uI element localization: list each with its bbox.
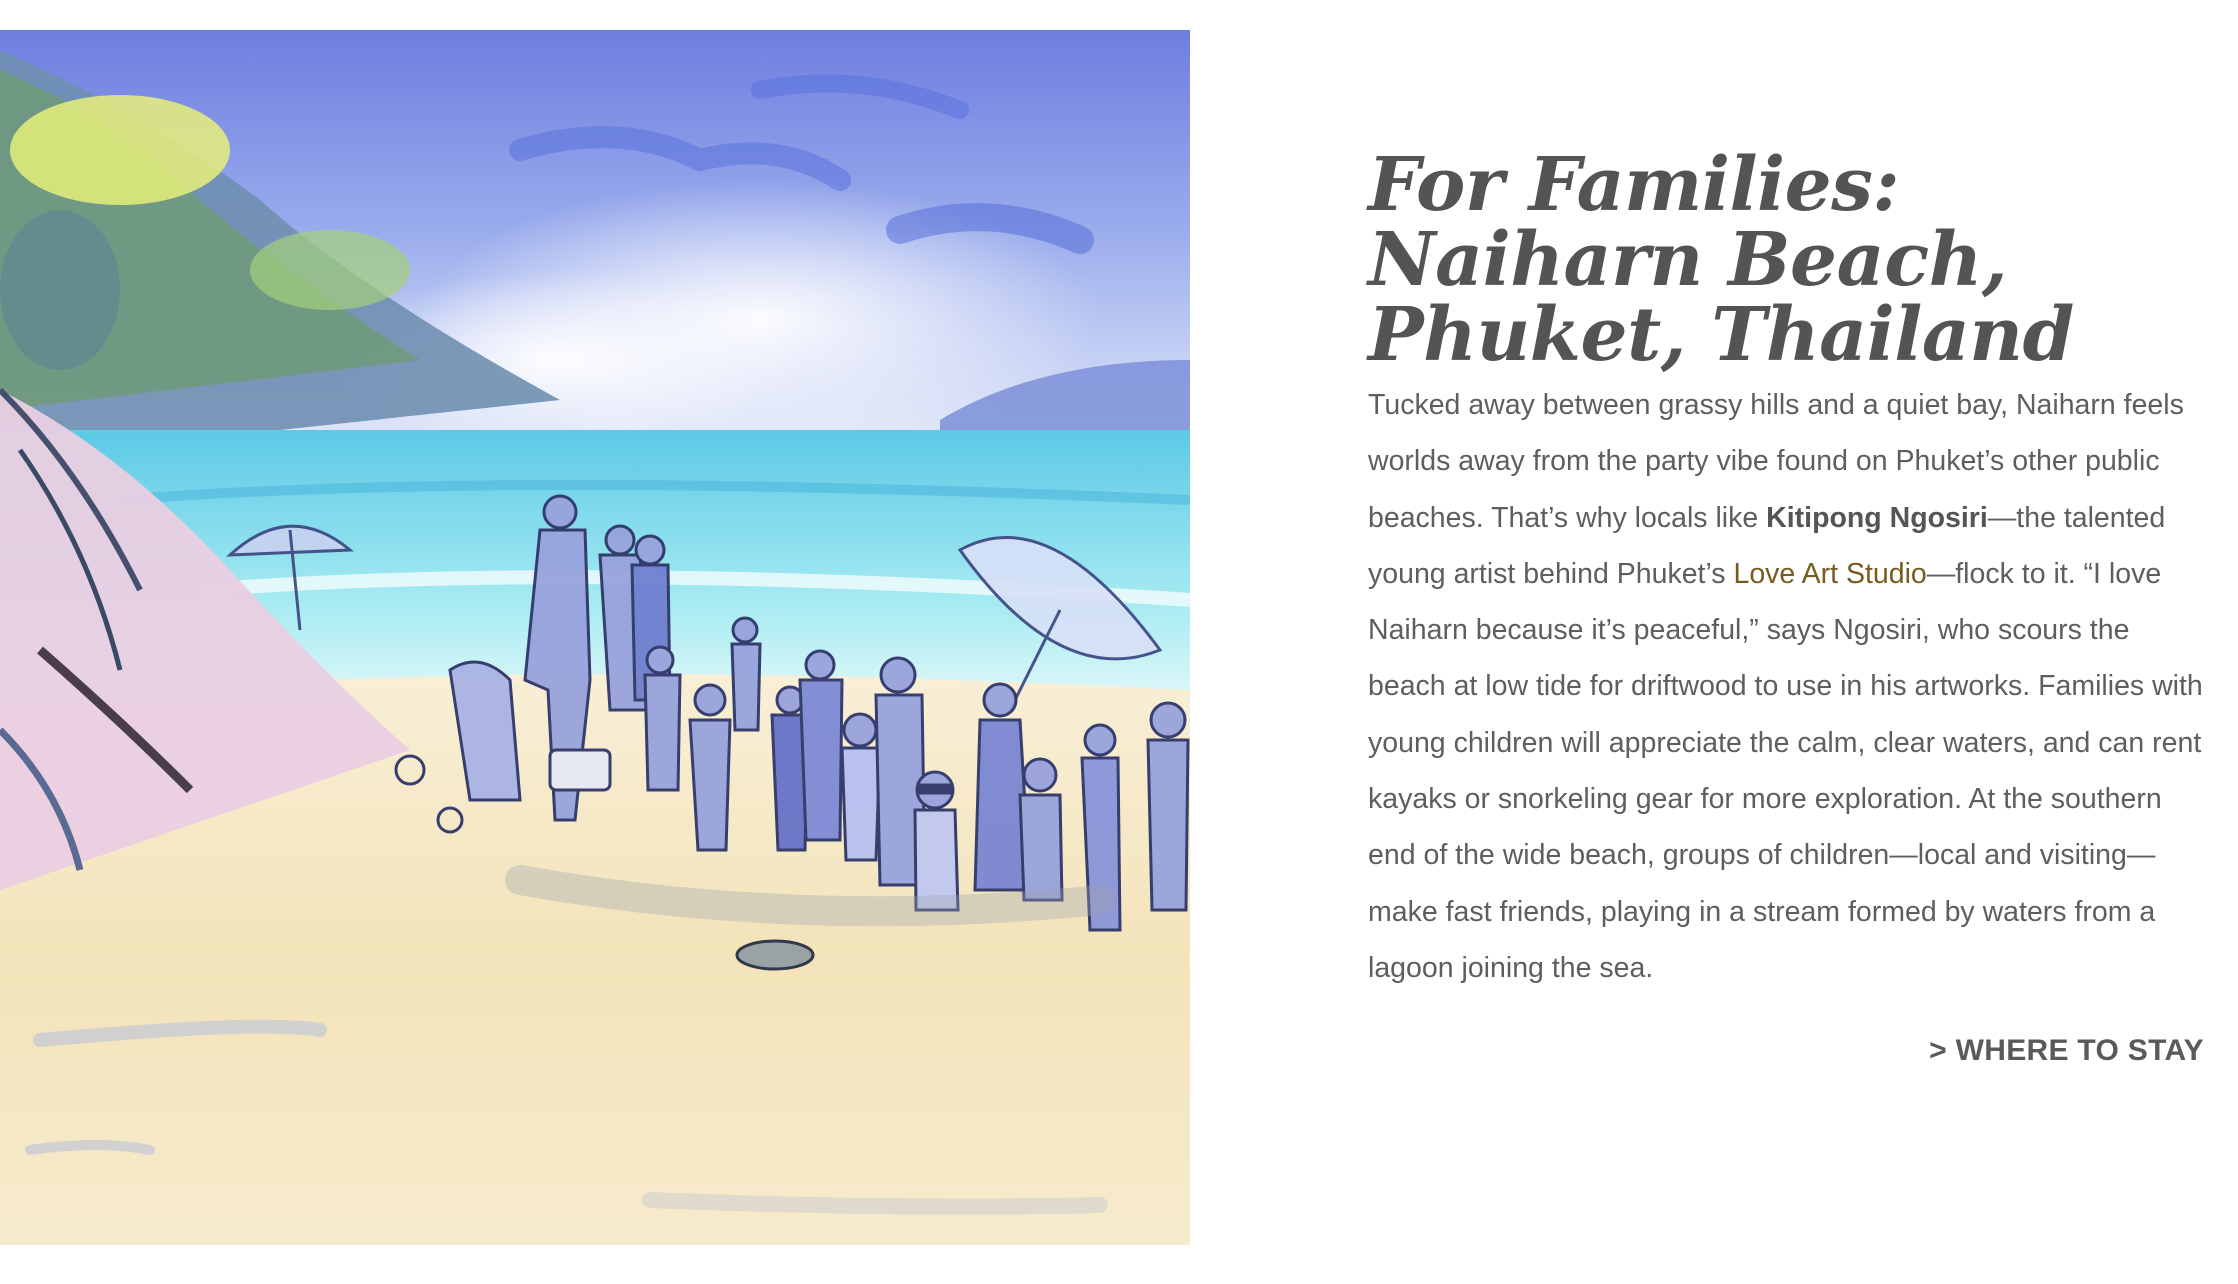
body-text-part2: —the talented young artist behind Phuket’s (1368, 501, 2166, 590)
person-name: Kitipong Ngosiri (1766, 501, 1988, 534)
article-body (1368, 377, 2204, 996)
where-to-stay-link[interactable]: > WHERE TO STAY (1929, 1034, 2204, 1068)
love-art-studio-link[interactable]: Love Art Studio (1733, 557, 1927, 590)
article-title: For Families: Naiharn Beach, Phuket, Thailand (1368, 142, 2074, 378)
beach-illustration (0, 30, 1190, 1245)
cta-row (1368, 1034, 2204, 1068)
body-text-part1: Tucked away between grassy hills and a quiet bay, Naiharn feels worlds away from the party vibe found on Phuket’s other public beaches. That’s why locals like (1368, 389, 2184, 534)
article-section (1368, 142, 2204, 1068)
body-text-part3: —flock to it. “I love Naiharn because it’s peaceful,” says Ngosiri, who scours the beach at low tide for driftwood to use in his artworks. Families with young children will appreciate the calm, clear waters, and can rent kayaks or snorkeling gear for more exploration. At the southern end of the wide beach, groups of children—local and visiting—make fast friends, playing in a stream formed by waters from a lagoon joining the sea. (1368, 557, 2203, 984)
